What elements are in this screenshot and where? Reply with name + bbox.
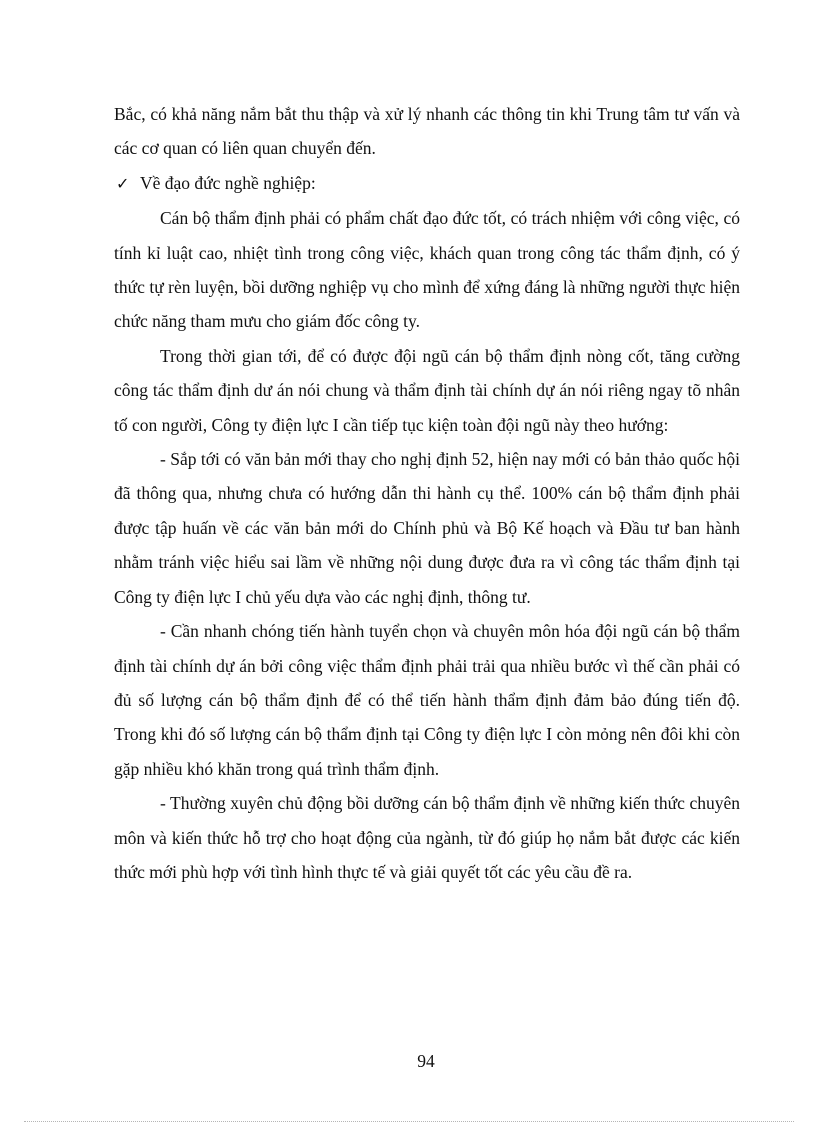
paragraph-recruitment: - Cần nhanh chóng tiến hành tuyển chọn và chuyên môn hóa đội ngũ cán bộ thẩm định tài chính dự án bởi công việc thẩm định phải trải qua nhiều bước vì thế cần phải có đủ số lượng cán bộ thẩm định để có thể tiến hành thẩm định đảm bảo đúng tiến độ. Trong khi đó số lượng cán bộ thẩm định tại Công ty điện lực I còn mỏng nên đôi khi còn gặp nhiều khó khăn trong quá trình thẩm định. (114, 621, 740, 779)
bullet-heading-ethics (114, 166, 740, 201)
bullet-heading-text: Về đạo đức nghề nghiệp: (140, 172, 316, 193)
paragraph-training: - Sắp tới có văn bản mới thay cho nghị định 52, hiện nay mới có bản thảo quốc hội đã thông qua, nhưng chưa có hướng dẫn thi hành cụ thể. 100% cán bộ thẩm định phải được tập huấn về các văn bản mới do Chính phủ và Bộ Kế hoạch và Đầu tư ban hành nhằm tránh việc hiểu sai lầm về những nội dung được đưa ra vì công tác thẩm định tại Công ty điện lực I chủ yếu dựa vào các nghị định, thông tư. (114, 449, 740, 607)
page-number: 94 (417, 1051, 435, 1071)
paragraph-ethics: Cán bộ thẩm định phải có phẩm chất đạo đức tốt, có trách nhiệm với công việc, có tính kỉ luật cao, nhiệt tình trong công việc, khách quan trong công tác thẩm định, có ý thức tự rèn luyện, bồi dưỡng nghiệp vụ cho mình để xứng đáng là những người thực hiện chức năng tham mưu cho giám đốc công ty. (114, 208, 740, 332)
paragraph-development: - Thường xuyên chủ động bồi dưỡng cán bộ thẩm định về những kiến thức chuyên môn và kiến thức hỗ trợ cho hoạt động của ngành, từ đó giúp họ nắm bắt được các kiến thức mới phù hợp với tình hình thực tế và giải quyết tốt các yêu cầu đề ra. (114, 793, 740, 882)
checkmark-icon: ✓ (116, 173, 130, 193)
bottom-divider (24, 1121, 794, 1122)
paragraph-continuation: Bắc, có khả năng nắm bắt thu thập và xử lý nhanh các thông tin khi Trung tâm tư vấn và các cơ quan có liên quan chuyển đến. (114, 104, 740, 159)
paragraph-direction: Trong thời gian tới, để có được đội ngũ cán bộ thẩm định nòng cốt, tăng cường công tác thẩm định dư án nói chung và thẩm định tài chính dự án nói riêng ngay tõ nhân tố con người, Công ty điện lực I cần tiếp tục kiện toàn đội ngũ này theo hướng: (114, 345, 740, 435)
document-body (114, 97, 740, 889)
